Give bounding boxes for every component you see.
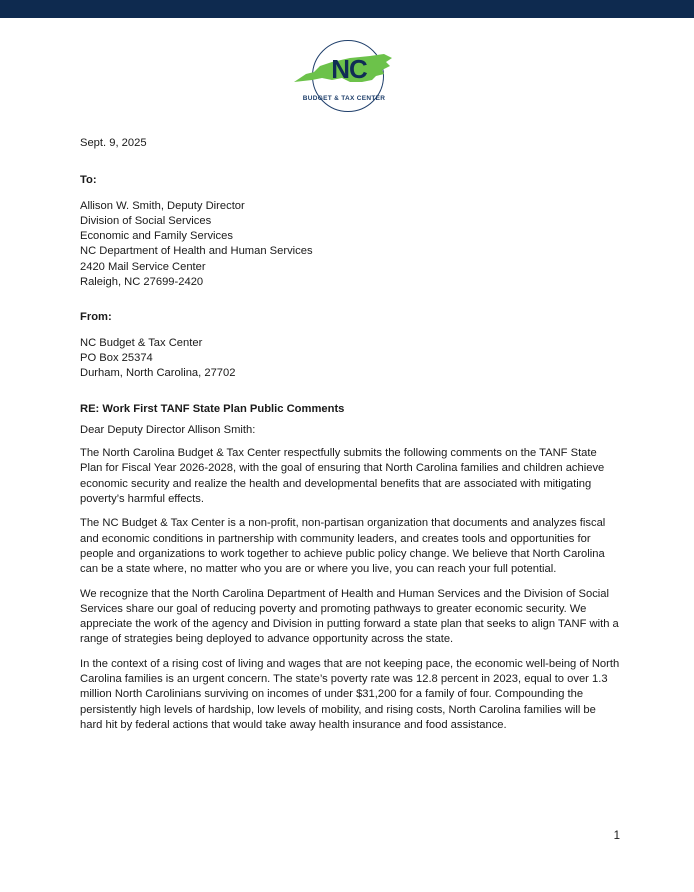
from-line: PO Box 25374 [80,351,153,364]
to-address [80,199,620,291]
to-line: Allison W. Smith, Deputy Director [80,199,245,212]
page-number: 1 [613,830,620,842]
from-line: NC Budget & Tax Center [80,336,203,349]
to-line: 2420 Mail Service Center [80,260,206,273]
to-line: NC Department of Health and Human Services [80,245,313,258]
body-paragraph: The North Carolina Budget & Tax Center respectfully submits the following comments on the TANF State Plan for Fiscal Year 2026-2028, with the goal of ensuring that North Carolina families and children achieve economic security and realize the health and developmental benefits that are associated with mitigating poverty’s harmful effects. [80,447,605,506]
to-line: Economic and Family Services [80,230,233,243]
from-line: Durham, North Carolina, 27702 [80,367,236,380]
body-paragraph: In the context of a rising cost of living and wages that are not keeping pace, the economic well-being of North Carolina families is an urgent concern. The state’s poverty rate was 12.8 percent in 2023, equal to over 1.3 million North Carolinians surviving on incomes of under $31,200 for a family of four. Compounding the persistently high levels of hardship, low levels of mobility, and rising costs, North Carolina families will be hard hit by federal actions that would take away health insurance and food assistance. [80,657,620,731]
from-label: From: [80,311,112,324]
letter-body [80,136,620,742]
to-line: Raleigh, NC 27699-2420 [80,276,204,289]
logo-subtitle: BUDGET & TAX CENTER [302,95,386,102]
from-address [80,336,620,382]
subject-line: RE: Work First TANF State Plan Public Comments [80,402,345,415]
nc-budget-tax-center-logo [292,40,396,118]
logo-mark: NC [331,54,367,84]
body-paragraph: The NC Budget & Tax Center is a non-profit, non-partisan organization that documents and analyzes fiscal and economic conditions in partnership with community leaders, and creates tools and opportunities for people and organizations to work together to achieve public policy change. We believe that North Carolina can be a state where, no matter who you are or where you live, you can reach your full potential. [80,517,606,576]
header-bar [0,0,694,18]
letter-date: Sept. 9, 2025 [80,137,147,149]
greeting: Dear Deputy Director Allison Smith: [80,423,256,436]
body-paragraph: We recognize that the North Carolina Department of Health and Human Services and the Division of Social Services share our goal of reducing poverty and promoting pathways to greater economic security. We appreciate the work of the agency and Division in putting forward a state plan that seeks to align TANF with a range of strategies being deployed to advance opportunity across the state. [80,587,619,646]
to-line: Division of Social Services [80,214,212,227]
to-label: To: [80,174,97,187]
